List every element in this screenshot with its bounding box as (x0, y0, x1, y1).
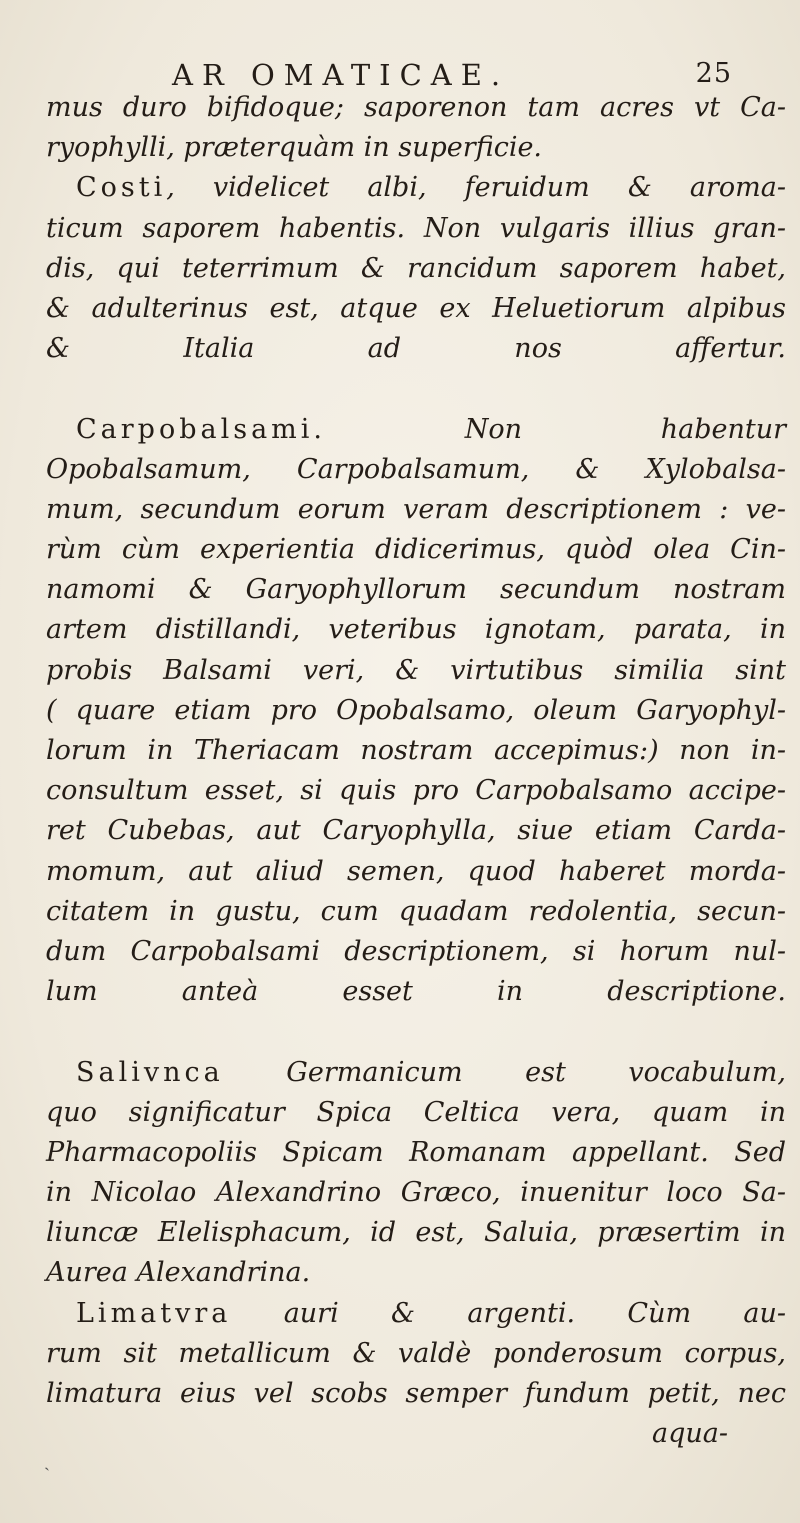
text-line: mus duro bifidoque; saporenon tam acres vt Ca- (46, 92, 786, 123)
text-line: probis Balsami veri, & virtutibus similia sint (46, 654, 786, 686)
text-line: artem distillandi, veteribus ignotam, parata, in (46, 614, 786, 646)
text-fragment: Germanicum est vocabulum, (223, 1056, 786, 1088)
text-line: momum, aut aliud semen, quod haberet morda- (46, 855, 786, 887)
entry-lemma: Limatvra (76, 1297, 232, 1329)
entry-limatura (46, 1294, 786, 1334)
text-fragment: auri & argenti. Cùm au- (231, 1297, 786, 1329)
text-line: in Nicolao Alexandrino Græco, inuenitur loco Sa- (46, 1177, 786, 1209)
text-fragment: , videlicet albi, feruidum & aroma- (166, 172, 786, 204)
text-line: dis, qui teterrimum & rancidum saporem habet, (46, 252, 786, 284)
text-line: ret Cubebas, aut Caryophylla, siue etiam Carda- (46, 815, 786, 847)
text-line: mum, secundum eorum veram descriptionem : ve- (46, 493, 786, 525)
body-text (46, 88, 786, 1454)
text-line: Pharmacopoliis Spicam Romanam appellant. Sed (46, 1136, 786, 1168)
entry-costi (46, 168, 786, 208)
text-line: ticum saporem habentis. Non vulgaris illius gran- (46, 212, 786, 244)
text-line: limatura eius vel scobs semper fundum petit, nec (46, 1378, 786, 1409)
text-fragment: Non habentur (326, 413, 786, 445)
entry-lemma: Costi (76, 172, 167, 204)
text-line: Aurea Alexandrina. (46, 1257, 311, 1289)
entry-carpobalsami (46, 410, 786, 450)
text-line: Opobalsamum, Carpobalsamum, & Xylobalsa- (46, 453, 786, 485)
catchword: aqua- (652, 1418, 728, 1450)
text-line: lorum in Theriacam nostram accepimus:) non in- (46, 735, 786, 766)
entry-lemma: Carpobalsami. (76, 413, 326, 445)
text-line: lum anteà esset in descriptione. (46, 976, 786, 1008)
text-line: ryophylli, præterquàm in superficie. (46, 132, 543, 164)
text-line: ( quare etiam pro Opobalsamo, oleum Garyophyl- (46, 694, 786, 726)
entry-saliunca (46, 1053, 786, 1093)
text-line (46, 369, 786, 409)
text-line: liuncæ Elelisphacum, id est, Saluia, præsertim in (46, 1217, 786, 1249)
text-line: & adulterinus est, atque ex Heluetiorum alpibus (46, 292, 786, 324)
running-title: AR OMATICAE. (172, 58, 510, 92)
text-line: rum sit metallicum & valdè ponderosum corpus, (46, 1337, 786, 1369)
text-line (46, 1012, 786, 1052)
entry-lemma: Salivnca (76, 1056, 224, 1088)
text-line: consultum esset, si quis pro Carpobalsamo accipe- (46, 775, 786, 807)
text-line: quo significatur Spica Celtica vera, quam in (46, 1096, 786, 1128)
text-line: dum Carpobalsami descriptionem, si horum nul- (46, 935, 786, 967)
text-line: & Italia ad nos affertur. (46, 333, 786, 365)
page-number: 25 (695, 58, 732, 89)
text-line: rùm cùm experientia didicerimus, quòd olea Cin- (46, 534, 786, 566)
text-line: citatem in gustu, cum quadam redolentia, secun- (46, 895, 786, 927)
scan-speck: ˴ (44, 1456, 50, 1477)
text-line: namomi & Garyophyllorum secundum nostram (46, 574, 786, 606)
